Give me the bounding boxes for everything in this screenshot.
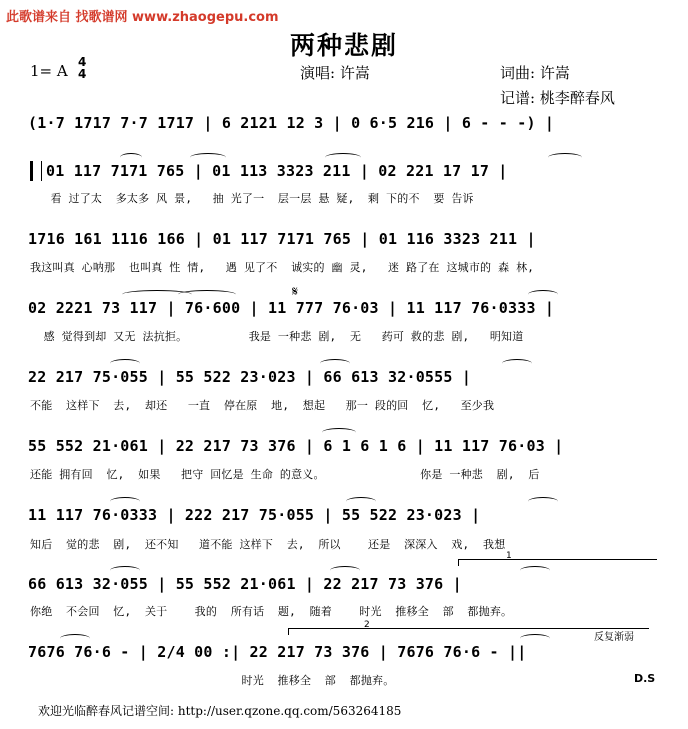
score-row-4: 02 2221 73 117 | 76·600 | 11 777 76·03 | 11 117 76·0333 |: [28, 299, 555, 317]
lyrics-row-7: 知后 觉的悲 剧, 还不知 道不能 这样下 去, 所以 还是 深深入 戏, 我想: [30, 538, 506, 551]
lyrics-row-9: 时光 推移全 部 都抛弃。: [30, 674, 395, 687]
slur-mark: [60, 634, 90, 643]
singer-credit: 演唱: 许嵩: [300, 64, 370, 82]
score-row-8: 66 613 32·055 | 55 552 21·061 | 22 217 73 376 |: [28, 575, 462, 593]
slur-mark: [520, 634, 550, 643]
lyrics-row-6: 还能 拥有回 忆, 如果 把守 回忆是 生命 的意义。 你是 一种悲 剧, 后: [30, 468, 540, 481]
song-title: 两种悲剧: [289, 31, 398, 60]
slur-mark: [548, 153, 582, 162]
slur-mark: [178, 290, 236, 299]
score-row-3: 1716 161 1116 166 | 01 117 7171 765 | 01 116 3323 211 |: [28, 230, 536, 248]
volta-number-2: 2: [364, 620, 370, 630]
score-row-2: 01 117 7171 765 | 01 113 3323 211 | 02 221 17 17 |: [46, 162, 508, 180]
slur-mark: [320, 359, 350, 368]
slur-mark: [190, 153, 226, 162]
score-row-6: 55 552 21·061 | 22 217 73 376 | 6 1 6 1 6 | 11 117 76·03 |: [28, 437, 564, 455]
lyrics-row-4: 感 觉得到却 又无 法抗拒。 我是 一种悲 剧, 无 药可 救的悲 剧, 明知道: [30, 330, 524, 343]
slur-mark: [528, 497, 558, 506]
key-signature: 1= A: [30, 62, 68, 80]
lyrics-row-8: 你绝 不会回 忆, 关于 我的 所有话 题, 随着 时光 推移全 部 都抛弃。: [30, 605, 513, 618]
slur-mark: [110, 566, 140, 575]
fade-out-instruction: 反复渐弱: [594, 632, 634, 643]
lyrics-row-2: 看 过了太 多太多 风 景, 抽 光了一 层一层 悬 疑, 剩 下的不 要 告诉: [30, 192, 474, 205]
lyrics-row-3: 我这叫真 心呐那 也叫真 性 情, 遇 见了不 诚实的 幽 灵, 迷 路了在 这城市的 森 林,: [30, 261, 535, 274]
slur-mark: [520, 566, 550, 575]
slur-mark: [330, 566, 360, 575]
time-signature-bottom: 4: [78, 67, 87, 81]
slur-mark: [325, 153, 361, 162]
volta-number-1: 1: [506, 551, 512, 561]
site-watermark: 此歌谱来自 找歌谱网 www.zhaogepu.com: [6, 10, 279, 25]
slur-mark: [502, 359, 532, 368]
score-row-7: 11 117 76·0333 | 222 217 75·055 | 55 522 23·023 |: [28, 506, 481, 524]
time-signature: [78, 56, 86, 80]
lyrics-row-5: 不能 这样下 去, 却还 一直 停在原 地, 想起 那一 段的回 忆, 至少我: [30, 399, 495, 412]
segno-sign: 𝄋: [292, 284, 299, 300]
time-signature-top: 4: [78, 55, 87, 69]
repeat-start-barline: [30, 161, 42, 181]
slur-mark: [110, 359, 140, 368]
score-row-1: (1·7 1717 7·7 1717 | 6 2121 12 3 | 0 6·5 216 | 6 - - -) |: [28, 114, 555, 132]
score-row-5: 22 217 75·055 | 55 522 23·023 | 66 613 32·0555 |: [28, 368, 472, 386]
footer-credit: 欢迎光临醉春风记谱空间: http://user.qzone.qq.com/563264185: [38, 704, 402, 718]
slur-mark: [528, 290, 558, 299]
dal-segno-mark: D.S: [634, 672, 656, 685]
score-row-9: 7676 76·6 - | 2/4 00 :| 22 217 73 376 | 7676 76·6 - ||: [28, 643, 527, 661]
volta-bracket-1: [458, 559, 657, 566]
notation-credit: 记谱: 桃李醉春风: [500, 89, 615, 107]
slur-mark: [346, 497, 376, 506]
slur-mark: [120, 153, 142, 162]
slur-mark: [322, 428, 356, 437]
slur-mark: [110, 497, 140, 506]
lyricist-composer-credit: 词曲: 许嵩: [500, 64, 570, 82]
